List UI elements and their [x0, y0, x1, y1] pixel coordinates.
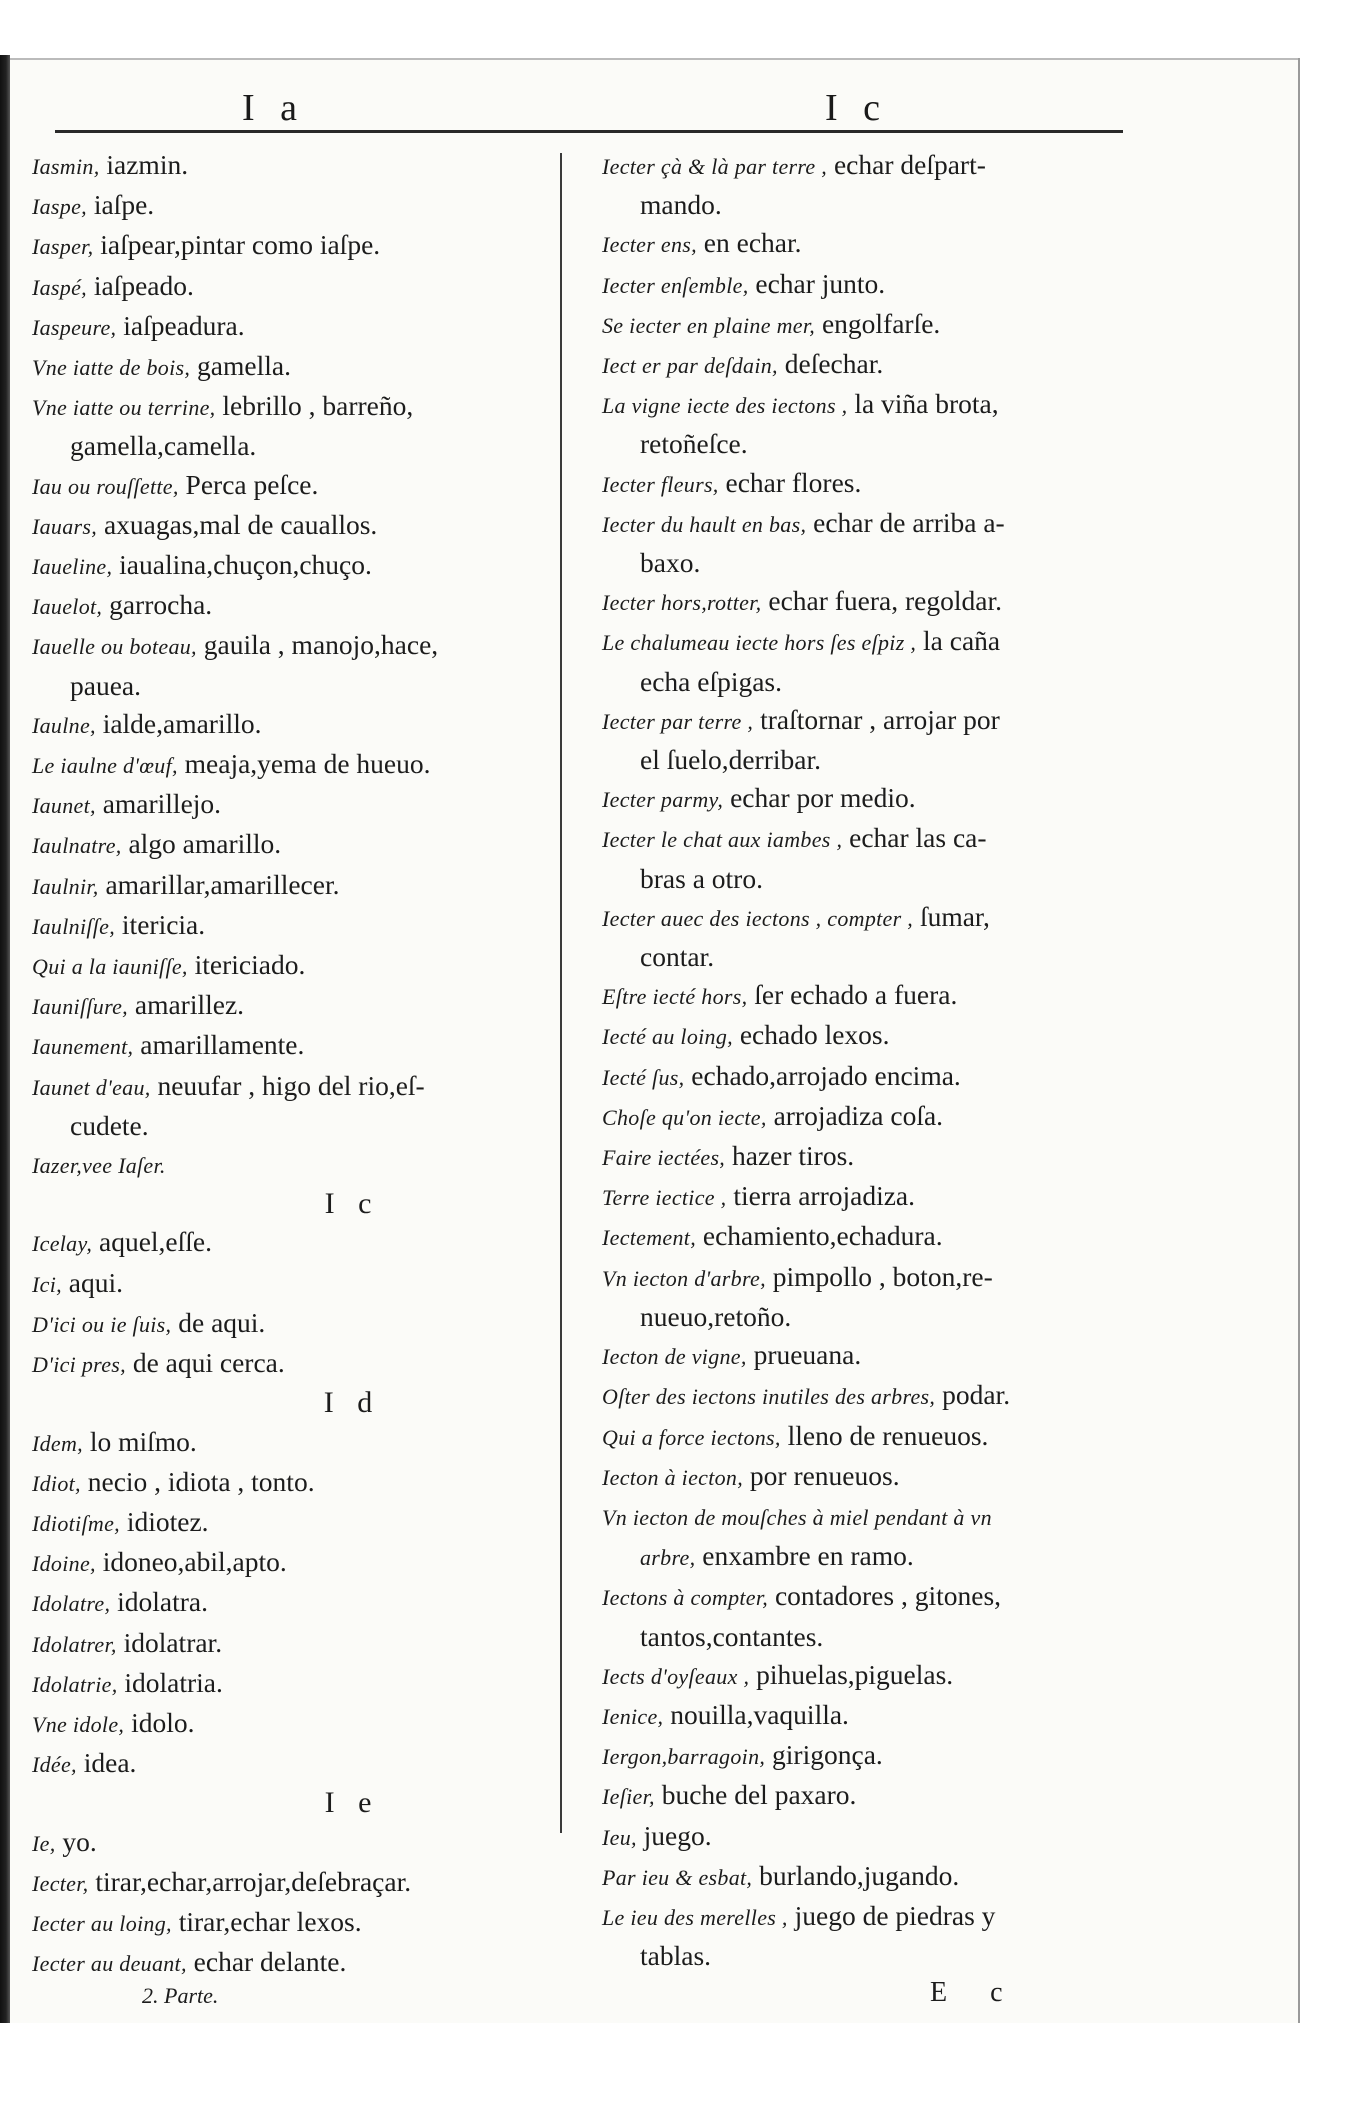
left-column: [32, 146, 552, 1983]
entry-translation: itericiado.: [194, 949, 306, 981]
entry-translation: echar fuera, regoldar.: [768, 585, 1002, 617]
dictionary-entry: [32, 387, 552, 465]
entry-headword: Oſter des iectons inutiles des arbres,: [602, 1384, 936, 1410]
entry-continuation-text: gamella,camella.: [70, 430, 257, 462]
entry-headword: Iaunement,: [32, 1034, 134, 1060]
dictionary-entry: [602, 1376, 1150, 1416]
entry-translation: por renueuos.: [749, 1459, 900, 1491]
dictionary-entry: [32, 785, 552, 825]
entry-headword: Vne idole,: [32, 1711, 125, 1737]
entry-headword: Iecter le chat aux iambes ,: [602, 827, 843, 853]
entry-translation: echamiento,echadura.: [702, 1220, 943, 1252]
entry-headword: Idiotiſme,: [32, 1510, 120, 1536]
entry-translation: iaualina,chuçon,chuço.: [119, 549, 372, 581]
dictionary-entry: [32, 986, 552, 1026]
entry-headword: Iau ou rouſſette,: [32, 473, 179, 499]
entry-continuation-text: mando.: [640, 189, 722, 221]
entry-continuation-text: pauea.: [70, 669, 141, 701]
entry-headword: Choſe qu'on iecte,: [602, 1104, 767, 1130]
dictionary-entry: [602, 1057, 1150, 1097]
entry-continuation: [32, 427, 552, 465]
entry-translation: echar deſpart-: [833, 149, 986, 180]
entry-translation: tierra arrojadiza.: [733, 1180, 916, 1212]
entry-translation: amarillez.: [134, 989, 245, 1021]
entry-headword: Ienice,: [602, 1703, 664, 1729]
entry-headword: Iaunet,: [32, 793, 96, 819]
entry-headword: Iect er par deſdain,: [602, 353, 778, 379]
dictionary-entry: [32, 307, 552, 347]
dictionary-page: [10, 58, 1300, 2023]
entry-translation: idea.: [83, 1747, 137, 1779]
entry-translation: itericia.: [121, 908, 206, 940]
header-rule: [55, 130, 1123, 133]
entry-translation: aquel,eſſe.: [99, 1226, 212, 1258]
entry-continuation: [602, 1298, 1150, 1336]
dictionary-entry: [32, 226, 552, 266]
dictionary-entry: [32, 186, 552, 226]
entry-translation: iaſpeado.: [93, 269, 194, 301]
entry-translation: ialde,amarillo.: [102, 707, 262, 739]
dictionary-entry: [32, 825, 552, 865]
entry-continuation: [602, 1537, 1150, 1577]
entry-headword: Ieu,: [602, 1824, 637, 1850]
dictionary-entry: [32, 1704, 552, 1744]
entry-headword: Qui a force iectons,: [602, 1424, 781, 1450]
dictionary-entry: [602, 224, 1150, 264]
entry-translation: idolatrar.: [123, 1626, 223, 1658]
dictionary-entry: [32, 1463, 552, 1503]
entry-headword: Iaspe,: [32, 194, 87, 220]
entry-headword: Iaueline,: [32, 554, 113, 580]
entry-headword: Iauars,: [32, 513, 98, 539]
dictionary-entry: [32, 466, 552, 506]
signature-mark: 2. Parte.: [142, 1983, 219, 2008]
entry-translation: pihuelas,piguelas.: [756, 1658, 954, 1690]
entry-headword: Iecton de vigne,: [602, 1344, 747, 1370]
section-heading: I e: [324, 1786, 380, 1820]
entry-translation: de aqui.: [178, 1306, 266, 1338]
dictionary-entry: [602, 1217, 1150, 1257]
entry-translation: idoneo,abil,apto.: [102, 1546, 287, 1578]
entry-headword: Idoine,: [32, 1551, 96, 1577]
dictionary-entry: [32, 946, 552, 986]
entry-translation: la caña: [923, 625, 1001, 657]
entry-headword: Iecter ens,: [602, 232, 697, 258]
entry-translation: garrocha.: [109, 589, 213, 621]
dictionary-entry: [32, 866, 552, 906]
dictionary-entry: [32, 1823, 552, 1863]
entry-headword: Le ieu des merelles ,: [602, 1904, 788, 1930]
dictionary-entry: [32, 1223, 552, 1263]
entry-headword: Iecter enſemble,: [602, 272, 749, 298]
entry-translation: idiotez.: [126, 1505, 209, 1537]
book-binding-edge: [0, 55, 10, 2023]
entry-headword: Iecter,: [32, 1870, 89, 1896]
dictionary-entry: [602, 1817, 1150, 1857]
entry-headword-continuation: arbre,: [640, 1545, 696, 1571]
entry-headword: Eſtre iecté hors,: [602, 984, 748, 1010]
entry-headword: Iecter par terre ,: [602, 708, 754, 734]
entry-headword: Iecter au loing,: [32, 1910, 172, 1936]
entry-translation: buche del paxaro.: [661, 1779, 857, 1811]
entry-headword: D'ici ou ie ſuis,: [32, 1311, 172, 1337]
entry-headword: Icelay,: [32, 1231, 93, 1257]
dictionary-entry: [602, 1696, 1150, 1736]
entry-headword: Idiot,: [32, 1470, 81, 1496]
entry-translation: lebrillo , barreño,: [222, 390, 414, 422]
entry-headword: Iaulne,: [32, 712, 96, 738]
entry-translation: tirar,echar lexos.: [178, 1905, 362, 1937]
entry-translation: algo amarillo.: [128, 828, 282, 860]
entry-translation: lo miſmo.: [89, 1425, 197, 1457]
entry-translation: aqui.: [68, 1266, 124, 1298]
entry-translation: en echar.: [703, 227, 802, 259]
dictionary-entry: [602, 1336, 1150, 1376]
right-column: [602, 146, 1150, 1975]
entry-continuation-text: contar.: [640, 941, 715, 973]
dictionary-entry: [32, 1664, 552, 1704]
entry-headword: Vn iecton d'arbre,: [602, 1265, 766, 1291]
entry-translation: de aqui cerca.: [132, 1347, 285, 1379]
entry-headword: Le chalumeau iecte hors ſes eſpiz ,: [602, 630, 917, 656]
entry-headword: Ici,: [32, 1271, 62, 1297]
dictionary-entry: [32, 1067, 552, 1145]
dictionary-entry: [602, 1857, 1150, 1897]
running-header: [10, 86, 1298, 146]
dictionary-entry: [602, 1577, 1150, 1655]
entry-headword: Vne iatte de bois,: [32, 355, 191, 381]
header-right: I c: [825, 87, 889, 129]
entry-continuation-text: baxo.: [640, 547, 701, 579]
entry-headword: Iauniſſure,: [32, 994, 128, 1020]
dictionary-entry: [32, 1423, 552, 1463]
entry-continuation: [32, 667, 552, 705]
entry-translation: lleno de renueuos.: [787, 1419, 989, 1451]
entry-translation: la viña brota,: [854, 388, 999, 420]
entry-translation: amarillejo.: [102, 788, 222, 820]
entry-continuation: [602, 1937, 1150, 1975]
entry-translation: tirar,echar,arrojar,deſebraçar.: [95, 1865, 412, 1897]
dictionary-entry: [32, 1943, 552, 1983]
entry-continuation-text: enxambre en ramo.: [702, 1540, 914, 1572]
entry-continuation: [32, 1107, 552, 1145]
entry-translation: Perca peſce.: [185, 468, 319, 500]
dictionary-entry: [32, 506, 552, 546]
entry-headword: Iecté ſus,: [602, 1064, 685, 1090]
entry-headword: Le iaulne d'œuf,: [32, 753, 178, 779]
entry-headword: Iecté au loing,: [602, 1024, 733, 1050]
entry-translation: neuufar , higo del rio,eſ-: [157, 1069, 425, 1101]
dictionary-entry: [32, 146, 552, 186]
entry-headword: Iasper,: [32, 234, 94, 260]
entry-translation: amarillar,amarillecer.: [105, 868, 340, 900]
dictionary-entry: [602, 582, 1150, 622]
entry-translation: iazmin.: [106, 149, 189, 180]
entry-translation: meaja,yema de hueuo.: [184, 748, 431, 780]
dictionary-entry: [32, 1583, 552, 1623]
entry-headword: Iecter çà & là par terre ,: [602, 154, 828, 179]
entry-headword: Iecter du hault en bas,: [602, 511, 807, 537]
entry-translation: juego.: [643, 1819, 712, 1851]
dictionary-entry: [602, 1656, 1150, 1696]
entry-headword: Iaulniſſe,: [32, 913, 116, 939]
entry-headword: Iasmin,: [32, 154, 100, 179]
entry-translation: axuagas,mal de cauallos.: [103, 508, 378, 540]
dictionary-entry: [602, 1137, 1150, 1177]
entry-headword: Iauelle ou boteau,: [32, 634, 197, 660]
entry-translation: deſechar.: [784, 348, 884, 380]
entry-headword: Iaulnatre,: [32, 833, 122, 859]
entry-translation: echado lexos.: [739, 1019, 890, 1051]
entry-headword: Terre iectice ,: [602, 1185, 727, 1211]
dictionary-entry: [602, 1736, 1150, 1776]
dictionary-entry: [32, 347, 552, 387]
entry-continuation-text: cudete.: [70, 1109, 149, 1141]
entry-translation: iaſpear,pintar como iaſpe.: [100, 229, 381, 261]
entry-translation: echar por medio.: [730, 782, 916, 814]
dictionary-entry: [602, 622, 1150, 700]
entry-headword: Iecter parmy,: [602, 787, 724, 813]
entry-headword: Par ieu & esbat,: [602, 1864, 753, 1890]
dictionary-entry: [32, 1304, 552, 1344]
dictionary-entry: [602, 1457, 1150, 1497]
entry-continuation: [602, 860, 1150, 898]
dictionary-entry: [32, 546, 552, 586]
entry-translation: idolo.: [131, 1706, 195, 1738]
entry-continuation: [602, 425, 1150, 463]
entry-translation: arrojadiza coſa.: [773, 1099, 944, 1131]
entry-headword: Iergon,barragoin,: [602, 1744, 766, 1770]
entry-translation: necio , idiota , tonto.: [87, 1465, 315, 1497]
entry-translation: echar flores.: [725, 466, 862, 498]
dictionary-entry: [602, 504, 1150, 582]
entry-headword: Se iecter en plaine mer,: [602, 312, 816, 338]
entry-headword: Iecter fleurs,: [602, 471, 719, 497]
entry-headword: Iauelot,: [32, 594, 103, 620]
entry-continuation: [602, 186, 1150, 224]
dictionary-entry: [32, 1026, 552, 1066]
dictionary-entry: [32, 1503, 552, 1543]
entry-headword: Ie,: [32, 1830, 56, 1856]
entry-continuation: [602, 663, 1150, 701]
entry-headword: D'ici pres,: [32, 1352, 126, 1378]
entry-headword: Idolatrer,: [32, 1631, 117, 1657]
entry-translation: hazer tiros.: [731, 1140, 855, 1172]
entry-headword: Iaspé,: [32, 274, 87, 300]
entry-translation: prueuana.: [753, 1339, 862, 1371]
entry-continuation-text: bras a otro.: [640, 862, 763, 894]
dictionary-entry: [602, 779, 1150, 819]
entry-headword: Iectement,: [602, 1225, 696, 1251]
entry-headword: Iects d'oyſeaux ,: [602, 1663, 750, 1689]
entry-translation: echar de arriba a-: [813, 506, 1005, 538]
dictionary-entry: [602, 1417, 1150, 1457]
dictionary-entry: [32, 1903, 552, 1943]
dictionary-entry: [32, 1264, 552, 1304]
entry-continuation: [602, 1618, 1150, 1656]
entry-continuation: [602, 741, 1150, 779]
entry-continuation-text: retoñeſce.: [640, 428, 748, 460]
entry-headword: Iazer,vee Iaſer.: [32, 1153, 166, 1179]
dictionary-entry: [602, 898, 1150, 976]
entry-headword: Iectons à compter,: [602, 1585, 769, 1611]
dictionary-entry: [602, 819, 1150, 897]
entry-continuation-text: tantos,contantes.: [640, 1620, 824, 1652]
dictionary-entry: [32, 1744, 552, 1784]
entry-continuation-text: echa eſpigas.: [640, 665, 783, 697]
dictionary-entry: [602, 345, 1150, 385]
dictionary-entry: [32, 1624, 552, 1664]
entry-headword: Qui a la iauniſſe,: [32, 954, 188, 980]
entry-headword: La vigne iecte des iectons ,: [602, 393, 848, 419]
dictionary-entry: [602, 305, 1150, 345]
entry-translation: ſumar,: [919, 900, 990, 932]
entry-translation: ſer echado a fuera.: [754, 979, 958, 1011]
entry-translation: traſtornar , arrojar por: [760, 703, 1000, 735]
dictionary-entry: [32, 267, 552, 307]
entry-headword: Vne iatte ou terrine,: [32, 395, 216, 421]
entry-translation: contadores , gitones,: [774, 1580, 1002, 1612]
entry-headword: Faire iectées,: [602, 1145, 726, 1171]
entry-headword: Iaulnir,: [32, 873, 99, 899]
entry-translation: idolatria.: [124, 1666, 223, 1698]
entry-headword: Iaunet d'eau,: [32, 1074, 151, 1100]
dictionary-entry: [602, 1497, 1150, 1577]
dictionary-entry: [602, 1897, 1150, 1975]
entry-continuation: [602, 544, 1150, 582]
entry-translation: pimpollo , boton,re-: [772, 1260, 993, 1292]
dictionary-entry: [602, 1177, 1150, 1217]
dictionary-entry: [602, 385, 1150, 463]
entry-translation: amarillamente.: [140, 1029, 305, 1061]
entry-translation: girigonça.: [772, 1739, 883, 1771]
section-heading: I c: [324, 1187, 380, 1221]
entry-translation: engolfarſe.: [821, 307, 941, 339]
dictionary-entry: [602, 1776, 1150, 1816]
entry-translation: gauila , manojo,hace,: [203, 629, 439, 661]
entry-continuation-text: tablas.: [640, 1940, 712, 1972]
entry-continuation: [602, 938, 1150, 976]
entry-headword: Idem,: [32, 1430, 83, 1456]
dictionary-entry: [602, 265, 1150, 305]
entry-translation: nouilla,vaquilla.: [670, 1698, 849, 1730]
entry-translation: iaſpe.: [93, 189, 155, 221]
dictionary-entry: [32, 745, 552, 785]
entry-translation: iaſpeadura.: [123, 309, 245, 341]
entry-headword: Vn iecton de mouſches à miel pendant à vn: [602, 1504, 992, 1530]
entry-headword: Iecter auec des iectons , compter ,: [602, 905, 914, 931]
dictionary-entry: [602, 1016, 1150, 1056]
entry-translation: idolatra.: [117, 1586, 209, 1618]
dictionary-entry: [32, 586, 552, 626]
entry-continuation-text: el ſuelo,derribar.: [640, 744, 821, 776]
entry-translation: echar las ca-: [849, 822, 987, 854]
dictionary-entry: [602, 1258, 1150, 1336]
dictionary-entry: [32, 705, 552, 745]
entry-translation: yo.: [62, 1825, 97, 1857]
dictionary-entry: [32, 1543, 552, 1583]
entry-headword: Iecton à iecton,: [602, 1464, 744, 1490]
entry-headword: Idolatre,: [32, 1591, 111, 1617]
entry-headword: Idée,: [32, 1752, 77, 1778]
entry-translation: echar junto.: [755, 267, 886, 299]
dictionary-entry: [602, 976, 1150, 1016]
page-top-edge: [10, 58, 1298, 60]
entry-headword: Ieſier,: [602, 1784, 655, 1810]
dictionary-entry: [602, 1097, 1150, 1137]
column-divider: [560, 153, 562, 1833]
entry-headword: Iecter au deuant,: [32, 1951, 187, 1977]
entry-headword: Iaspeure,: [32, 314, 117, 340]
entry-translation: echado,arrojado encima.: [691, 1059, 961, 1091]
entry-translation: echar delante.: [193, 1946, 347, 1978]
entry-headword: Idolatrie,: [32, 1671, 118, 1697]
dictionary-entry: [32, 906, 552, 946]
dictionary-entry: [32, 1863, 552, 1903]
dictionary-entry: [602, 146, 1150, 224]
entry-continuation-text: nueuo,retoño.: [640, 1300, 792, 1332]
entry-translation: burlando,jugando.: [759, 1859, 960, 1891]
entry-translation: podar.: [942, 1379, 1011, 1411]
dictionary-entry: [32, 626, 552, 704]
dictionary-entry: [602, 464, 1150, 504]
entry-headword: Iecter hors,rotter,: [602, 590, 762, 616]
dictionary-entry: [32, 1344, 552, 1384]
catchword: E c: [930, 1977, 1021, 2008]
dictionary-entry: [602, 701, 1150, 779]
header-left: I a: [242, 87, 306, 129]
entry-translation: juego de piedras y: [794, 1899, 996, 1931]
section-heading: I d: [323, 1386, 381, 1420]
dictionary-entry: [32, 1145, 552, 1185]
entry-translation: gamella.: [197, 350, 291, 382]
